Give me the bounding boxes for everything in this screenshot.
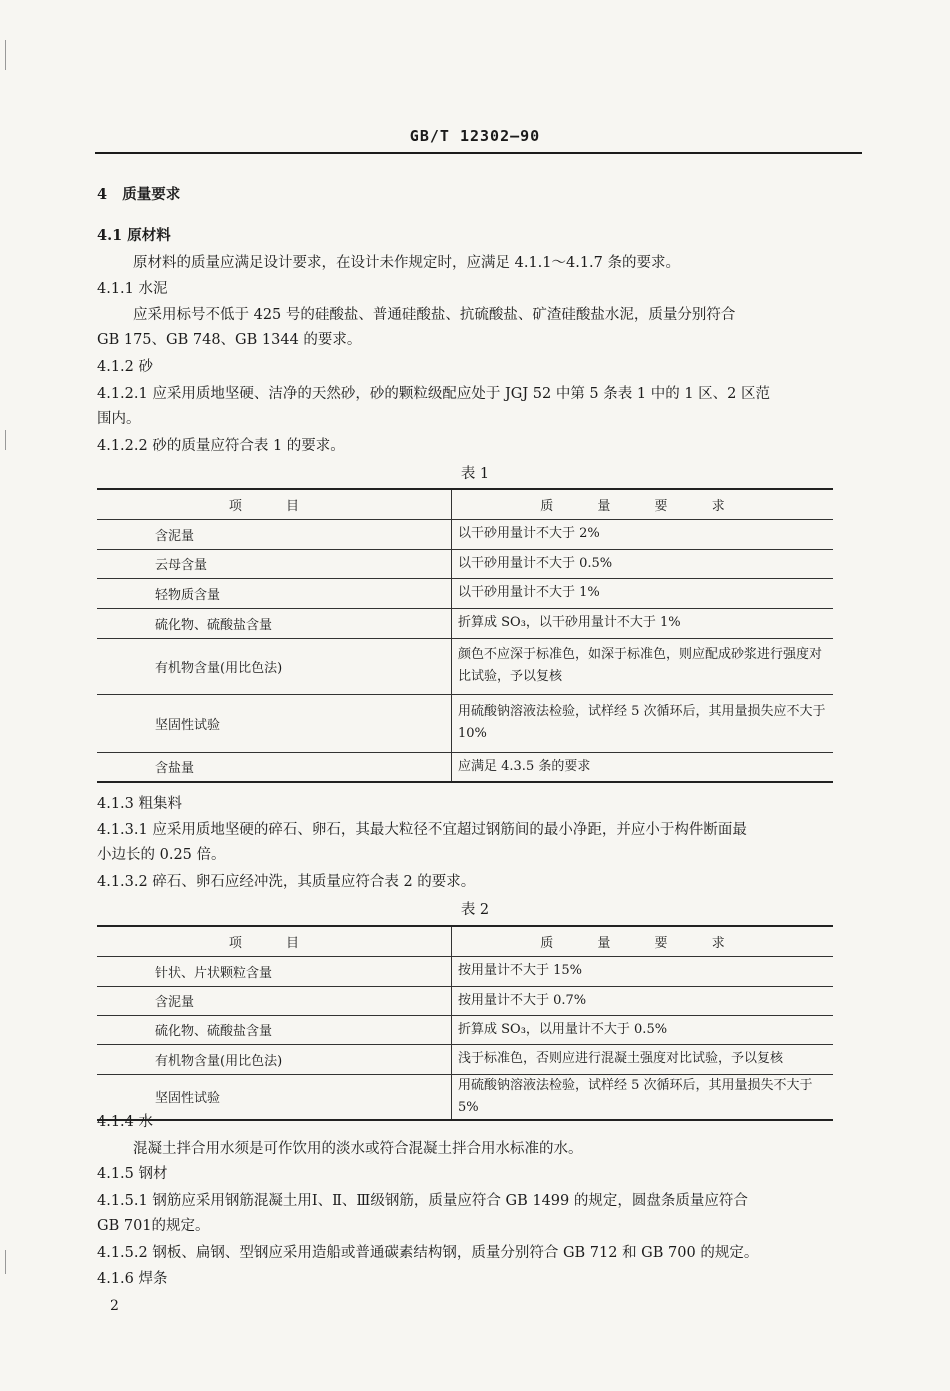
table-row xyxy=(97,986,833,1015)
table-row xyxy=(97,578,833,608)
table-row xyxy=(97,638,833,694)
table-cell-item: 硫化物、硫酸盐含量 xyxy=(97,1015,452,1044)
table-cell-requirement: 以干砂用量计不大于 2% xyxy=(452,519,834,549)
page-number: 2 xyxy=(110,1298,119,1314)
paragraph-4-1-5-2: 4.1.5.2 钢板、扁钢、型钢应采用造船或普通碳素结构钢，质量分别符合 GB 712 和 GB 700 的规定。 xyxy=(97,1245,759,1261)
header-rule xyxy=(95,152,862,154)
table-cell-item: 硫化物、硫酸盐含量 xyxy=(97,608,452,638)
heading-4-1-3: 4.1.3 粗集料 xyxy=(97,796,183,812)
table-cell-item: 坚固性试验 xyxy=(97,694,452,752)
column-header-requirement: 质 量 要 求 xyxy=(452,926,834,956)
table-row xyxy=(97,752,833,782)
table-cell-requirement: 按用量计不大于 15% xyxy=(452,956,834,986)
standard-number-header: GB/T 12302—90 xyxy=(409,127,541,145)
table-row xyxy=(97,1015,833,1044)
scan-edge-mark xyxy=(5,40,6,70)
table-cell-requirement: 折算成 SO₃，以用量计不大于 0.5% xyxy=(452,1015,834,1044)
table-row xyxy=(97,1074,833,1120)
table-cell-requirement: 以干砂用量计不大于 1% xyxy=(452,578,834,608)
paragraph-4-1-2-1-line1: 4.1.2.1 应采用质地坚硬、洁净的天然砂，砂的颗粒级配应处于 JGJ 52 中第 5 条表 1 中的 1 区、2 区范 xyxy=(97,386,770,402)
table-row xyxy=(97,1044,833,1074)
table-cell-requirement: 用硫酸钠溶液法检验，试样经 5 次循环后，其用量损失应不大于 10% xyxy=(452,694,834,752)
paragraph-4-1-3-2: 4.1.3.2 碎石、卵石应经冲洗，其质量应符合表 2 的要求。 xyxy=(97,874,476,890)
paragraph-4-1-3-1-line2: 小边长的 0.25 倍。 xyxy=(97,847,226,863)
table-cell-item: 有机物含量(用比色法) xyxy=(97,638,452,694)
paragraph-4-1-4: 混凝土拌合用水须是可作饮用的淡水或符合混凝土拌合用水标准的水。 xyxy=(133,1141,583,1157)
table-cell-item: 云母含量 xyxy=(97,549,452,578)
paragraph-4-1-1-line2: GB 175、GB 748、GB 1344 的要求。 xyxy=(97,332,362,348)
paragraph-4-1-intro: 原材料的质量应满足设计要求，在设计未作规定时，应满足 4.1.1～4.1.7 条的要求。 xyxy=(133,255,681,271)
table-1 xyxy=(97,488,833,783)
table-cell-requirement: 应满足 4.3.5 条的要求 xyxy=(452,752,834,782)
section-4-heading xyxy=(97,185,180,205)
heading-4-1: 4.1 原材料 xyxy=(97,227,171,244)
table-cell-requirement: 用硫酸钠溶液法检验，试样经 5 次循环后，其用量损失不大于 5% xyxy=(452,1074,834,1120)
heading-4-1-2: 4.1.2 砂 xyxy=(97,359,154,375)
table-2-caption: 表 2 xyxy=(460,902,490,918)
paragraph-4-1-5-1-line2: GB 701的规定。 xyxy=(97,1218,210,1234)
table-header-row xyxy=(97,489,833,519)
table-cell-item: 轻物质含量 xyxy=(97,578,452,608)
heading-4-1-5: 4.1.5 钢材 xyxy=(97,1166,168,1182)
table-header-row xyxy=(97,926,833,956)
table-row xyxy=(97,549,833,578)
table-cell-requirement: 按用量计不大于 0.7% xyxy=(452,986,834,1015)
scan-edge-mark xyxy=(5,1250,6,1274)
table-cell-item: 含盐量 xyxy=(97,752,452,782)
table-cell-item: 针状、片状颗粒含量 xyxy=(97,956,452,986)
column-header-item: 项 目 xyxy=(97,926,452,956)
table-cell-requirement: 颜色不应深于标准色，如深于标准色，则应配成砂浆进行强度对比试验，予以复核 xyxy=(452,638,834,694)
scan-edge-mark xyxy=(5,430,6,450)
table-2 xyxy=(97,925,833,1121)
table-cell-requirement: 浅于标准色，否则应进行混凝土强度对比试验，予以复核 xyxy=(452,1044,834,1074)
heading-4-1-6: 4.1.6 焊条 xyxy=(97,1271,168,1287)
column-header-item: 项 目 xyxy=(97,489,452,519)
table-row xyxy=(97,694,833,752)
table-row xyxy=(97,608,833,638)
table-row xyxy=(97,956,833,986)
section-number: 4 xyxy=(97,186,108,203)
table-1-caption: 表 1 xyxy=(460,466,490,482)
paragraph-4-1-5-1-line1: 4.1.5.1 钢筋应采用钢筋混凝土用Ⅰ、Ⅱ、Ⅲ级钢筋，质量应符合 GB 1499 的规定，圆盘条质量应符合 xyxy=(97,1193,748,1209)
table-cell-item: 有机物含量(用比色法) xyxy=(97,1044,452,1074)
paragraph-4-1-2-1-line2: 围内。 xyxy=(97,411,141,427)
table-cell-requirement: 折算成 SO₃，以干砂用量计不大于 1% xyxy=(452,608,834,638)
table-cell-requirement: 以干砂用量计不大于 0.5% xyxy=(452,549,834,578)
table-row xyxy=(97,519,833,549)
section-title: 质量要求 xyxy=(122,186,181,203)
table-cell-item: 含泥量 xyxy=(97,986,452,1015)
column-header-requirement: 质 量 要 求 xyxy=(452,489,834,519)
table-cell-item: 含泥量 xyxy=(97,519,452,549)
paragraph-4-1-1-line1: 应采用标号不低于 425 号的硅酸盐、普通硅酸盐、抗硫酸盐、矿渣硅酸盐水泥，质量分别符合 xyxy=(133,307,736,323)
paragraph-4-1-3-1-line1: 4.1.3.1 应采用质地坚硬的碎石、卵石，其最大粒径不宜超过钢筋间的最小净距，并应小于构件断面最 xyxy=(97,822,747,838)
heading-4-1-4: 4.1.4 水 xyxy=(97,1114,154,1130)
table-cell-item: 坚固性试验 xyxy=(97,1074,452,1120)
paragraph-4-1-2-2: 4.1.2.2 砂的质量应符合表 1 的要求。 xyxy=(97,438,345,454)
heading-4-1-1: 4.1.1 水泥 xyxy=(97,281,168,297)
